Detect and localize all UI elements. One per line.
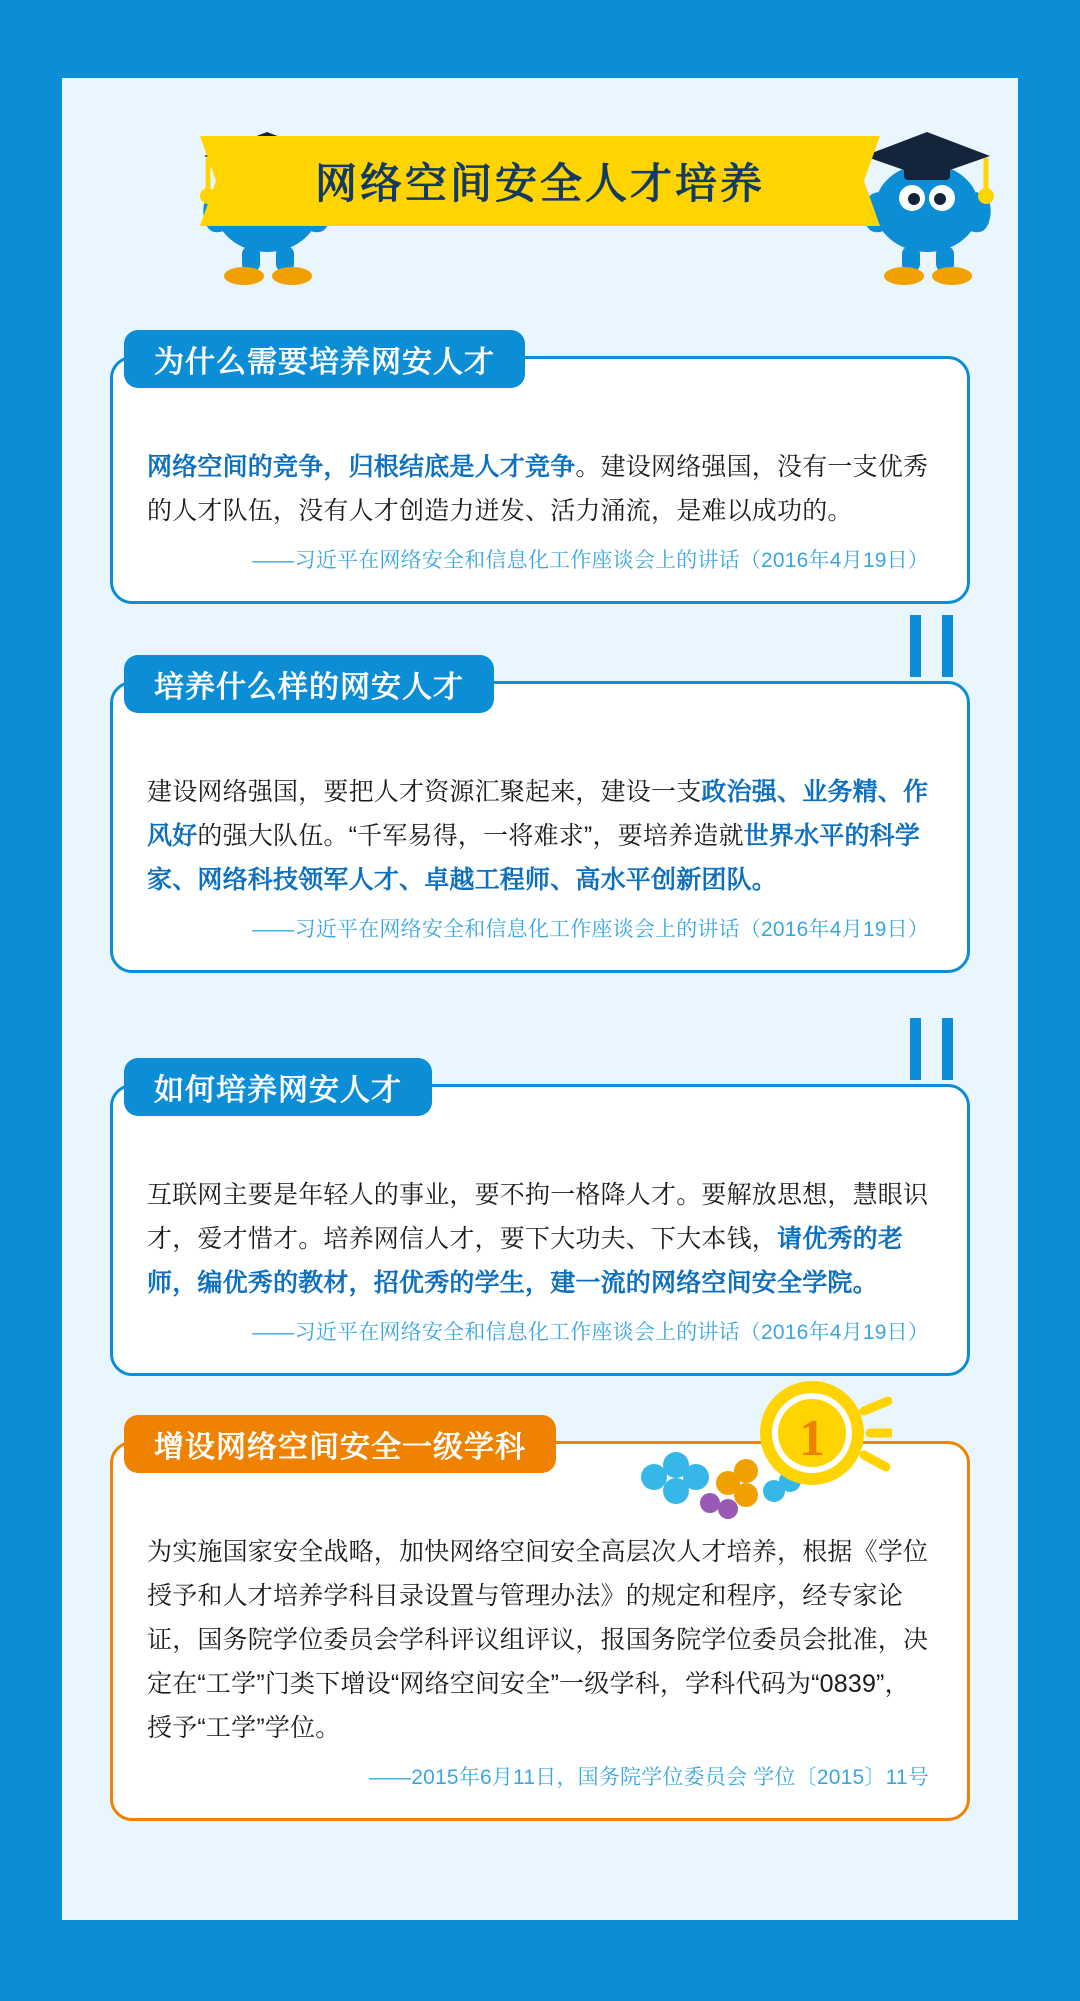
section-4-tab[interactable] bbox=[124, 1415, 556, 1473]
section-2-source: ——习近平在网络安全和信息化工作座谈会上的讲话（2016年4月19日） bbox=[252, 918, 929, 941]
section-3-tab[interactable] bbox=[124, 1058, 432, 1116]
section-2-text-part-1: 政治强、业务精、作风好 bbox=[147, 778, 929, 850]
section-1-card bbox=[110, 356, 970, 604]
connector-1 bbox=[902, 615, 968, 677]
section-3-text-part-0: 互联网主要是年轻人的事业，要不拘一格降人才。要解放思想，慧眼识才，爱才惜才。培养网信人才，要下大功夫、下大本钱， bbox=[147, 1181, 929, 1253]
section-1-tab-label: 为什么需要培养网安人才 bbox=[154, 346, 495, 379]
section-2-body bbox=[113, 684, 967, 970]
connector-2 bbox=[902, 1018, 968, 1080]
title-area bbox=[62, 100, 1018, 310]
section-2-tab[interactable] bbox=[124, 655, 494, 713]
section-1-text-part-1: 。建设网络强国，没有一支优秀的人才队伍，没有人才创造力迸发、活力涌流，是难以成功的。 bbox=[147, 453, 929, 525]
section-2-text-part-0: 建设网络强国，要把人才资源汇聚起来，建设一支 bbox=[147, 778, 702, 806]
title-ribbon bbox=[230, 136, 850, 226]
section-1-tab[interactable] bbox=[124, 330, 525, 388]
section-4-tab-label: 增设网络空间安全一级学科 bbox=[154, 1431, 526, 1464]
section-4-source: ——2015年6月11日，国务院学位委员会 学位〔2015〕11号 bbox=[368, 1766, 929, 1789]
section-3-tab-label: 如何培养网安人才 bbox=[154, 1074, 402, 1107]
section-2-tab-label: 培养什么样的网安人才 bbox=[154, 671, 464, 704]
section-2-text-part-2: 的强大队伍。“千军易得，一将难求”，要培养造就 bbox=[197, 822, 744, 850]
medal-icon bbox=[732, 1371, 892, 1521]
section-3-source: ——习近平在网络安全和信息化工作座谈会上的讲话（2016年4月19日） bbox=[252, 1321, 929, 1344]
section-2-card bbox=[110, 681, 970, 973]
section-3-text-part-1: 请优秀的老师，编优秀的教材，招优秀的学生，建一流的网络空间安全学院。 bbox=[147, 1225, 904, 1297]
section-1-text-part-0: 网络空间的竞争，归根结底是人才竞争 bbox=[147, 453, 576, 481]
page-title: 网络空间安全人才培养 bbox=[314, 160, 765, 207]
section-3-body bbox=[113, 1087, 967, 1373]
section-3-card bbox=[110, 1084, 970, 1376]
section-1-body bbox=[113, 359, 967, 601]
section-1-source: ——习近平在网络安全和信息化工作座谈会上的讲话（2016年4月19日） bbox=[252, 549, 929, 572]
svg-text:1: 1 bbox=[799, 1410, 825, 1467]
section-4-text-part-0: 为实施国家安全战略，加快网络空间安全高层次人才培养，根据《学位授予和人才培养学科目录设置与管理办法》的规定和程序，经专家论证，国务院学位委员会学科评议组评议，报国务院学位委员会批准，决定在“工学”门类下增设“网络空间安全”一级学科，学科代码为“0839”，授予“工学”学位。 bbox=[147, 1538, 929, 1742]
section-2-text-part-3: 世界水平的科学家、网络科技领军人才、卓越工程师、高水平创新团队。 bbox=[147, 822, 921, 894]
